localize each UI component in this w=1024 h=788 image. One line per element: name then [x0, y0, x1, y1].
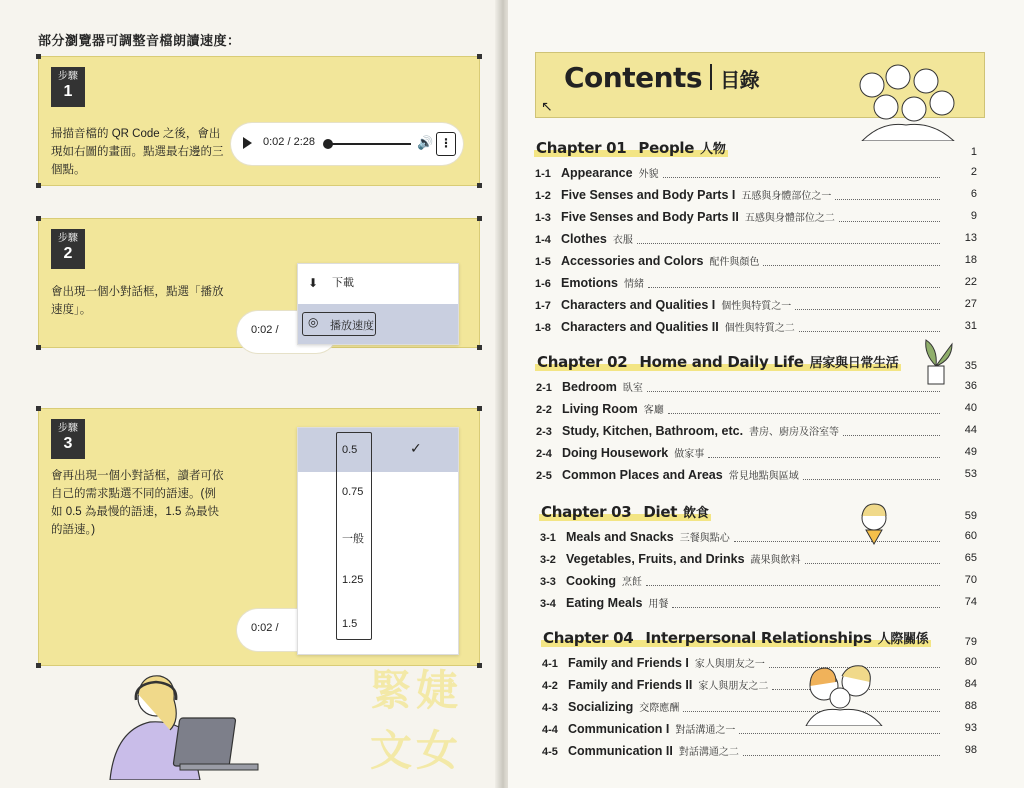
toc-entry[interactable]	[535, 165, 659, 180]
entry-page-number: 98	[964, 744, 977, 756]
progress-knob[interactable]	[323, 139, 333, 149]
entry-code: 3-2	[540, 554, 556, 566]
speed-option-normal[interactable]: 一般	[342, 533, 364, 545]
toc-entry[interactable]	[536, 445, 704, 460]
entry-title: Bedroom	[562, 380, 617, 394]
watermark: 緊婕文女	[370, 667, 463, 774]
entry-code: 1-4	[535, 234, 551, 246]
step-2-panel	[38, 218, 480, 348]
dot-leader	[743, 755, 940, 756]
dot-leader	[637, 243, 940, 244]
toc-entry[interactable]	[535, 275, 644, 290]
dot-leader	[647, 391, 940, 392]
speed-option-0-75[interactable]: 0.75	[342, 486, 364, 498]
entry-title-zh: 用餐	[648, 599, 669, 610]
entry-code: 3-4	[540, 598, 556, 610]
dot-leader	[672, 607, 940, 608]
entry-code: 4-3	[542, 702, 558, 714]
entry-title-zh: 個性與特質之一	[721, 301, 792, 312]
toc-entry[interactable]	[540, 529, 730, 544]
entry-title: Study, Kitchen, Bathroom, etc.	[562, 424, 744, 438]
intro-text: 部分瀏覽器可調整音檔朗讀速度：	[38, 33, 241, 48]
player-time: 0:02 /	[251, 622, 279, 634]
check-icon: ✓	[410, 440, 422, 456]
entry-title-zh: 外貌	[638, 169, 659, 180]
entry-page-number: 74	[964, 596, 977, 608]
toc-entry[interactable]	[535, 319, 795, 334]
toc-entry[interactable]	[536, 379, 643, 394]
entry-code: 2-4	[536, 448, 552, 460]
toc-entry[interactable]	[535, 187, 831, 202]
dot-leader	[835, 199, 940, 200]
entry-page-number: 53	[964, 468, 977, 480]
entry-title: Clothes	[561, 232, 607, 246]
entry-title-zh: 交際應酬	[639, 703, 680, 714]
dot-leader	[668, 413, 940, 414]
group-of-friends-illustration	[842, 55, 972, 141]
contents-title: Contents 目錄	[564, 61, 760, 94]
entry-title: Family and Friends I	[568, 656, 689, 670]
dot-leader	[763, 265, 940, 266]
toc-entry[interactable]	[540, 573, 642, 588]
toc-entry[interactable]	[542, 743, 739, 758]
entry-code: 4-5	[542, 746, 558, 758]
entry-title-zh: 情緒	[623, 279, 644, 290]
step-1-panel	[38, 56, 480, 186]
entry-title-zh: 家人與朋友之二	[698, 681, 769, 692]
entry-title: Characters and Qualities II	[561, 320, 719, 334]
entry-page-number: 18	[964, 254, 977, 266]
entry-page-number: 13	[964, 232, 977, 244]
entry-page-number: 84	[964, 678, 977, 690]
toc-entry[interactable]	[535, 231, 633, 246]
step-3-badge: 步驟 3	[51, 419, 85, 459]
entry-title-zh: 對話溝通之一	[675, 725, 736, 736]
speed-icon: ◎	[308, 315, 319, 329]
entry-title: Eating Meals	[566, 596, 643, 610]
entry-title-zh: 做家事	[674, 449, 705, 460]
chapter-page-number: 59	[964, 510, 977, 522]
entry-page-number: 80	[964, 656, 977, 668]
entry-title: Characters and Qualities I	[561, 298, 716, 312]
girl-laptop-illustration	[80, 660, 260, 780]
chapter-page-number: 35	[964, 360, 977, 372]
step-1-text: 掃描音檔的 QR Code 之後，會出現如右圖的畫面。點選最右邊的三個點。	[51, 128, 224, 176]
entry-title-zh: 烹飪	[622, 577, 642, 588]
dot-leader	[739, 733, 940, 734]
entry-title-zh: 常見地點與區域	[728, 471, 799, 482]
toc-entry[interactable]	[542, 655, 765, 670]
entry-code: 1-2	[535, 190, 551, 202]
dot-leader	[734, 541, 940, 542]
volume-icon[interactable]: 🔊	[417, 135, 434, 150]
dot-leader	[648, 287, 940, 288]
entry-code: 2-3	[536, 426, 552, 438]
download-icon: ⬇	[308, 276, 319, 290]
toc-entry[interactable]	[542, 721, 735, 736]
entry-page-number: 2	[970, 166, 977, 178]
dot-leader	[805, 563, 940, 564]
entry-code: 1-1	[535, 168, 551, 180]
entry-title: Accessories and Colors	[561, 254, 704, 268]
entry-title-zh: 家人與朋友之一	[694, 659, 765, 670]
entry-title-zh: 個性與特質之二	[724, 323, 795, 334]
toc-entry[interactable]	[535, 209, 835, 224]
entry-code: 1-5	[535, 256, 551, 268]
toc-entry[interactable]	[540, 551, 801, 566]
entry-title-zh: 衣服	[612, 235, 633, 246]
entry-page-number: 27	[964, 298, 977, 310]
entry-title-zh: 配件與顏色	[709, 257, 760, 268]
entry-title: Five Senses and Body Parts II	[561, 210, 739, 224]
entry-title: Communication II	[568, 744, 673, 758]
dot-leader	[803, 479, 940, 480]
chapter-heading: Chapter 04 Interpersonal Relationships 人際關係	[543, 629, 929, 647]
entry-page-number: 65	[964, 552, 977, 564]
entry-title: Communication I	[568, 722, 670, 736]
entry-title-zh: 客廳	[643, 405, 664, 416]
entry-code: 3-1	[540, 532, 556, 544]
entry-code: 1-3	[535, 212, 551, 224]
toc-entry[interactable]	[536, 467, 799, 482]
entry-title: Five Senses and Body Parts I	[561, 188, 736, 202]
entry-code: 4-1	[542, 658, 558, 670]
more-options-icon[interactable]: ⋮	[436, 132, 456, 156]
dot-leader	[663, 177, 940, 178]
toc-entry[interactable]	[542, 699, 679, 714]
dot-leader	[708, 457, 940, 458]
entry-title: Family and Friends II	[568, 678, 693, 692]
contents-header	[535, 52, 985, 118]
step-2-text: 會出現一個小對話框，點選「播放速度」。	[51, 286, 224, 316]
step-1-badge: 步驟 1	[51, 67, 85, 107]
entry-page-number: 70	[964, 574, 977, 586]
entry-title: Vegetables, Fruits, and Drinks	[566, 552, 745, 566]
entry-title: Common Places and Areas	[562, 468, 723, 482]
entry-title-zh: 蔬果與飲料	[750, 555, 801, 566]
toc-entry[interactable]	[542, 677, 768, 692]
entry-code: 4-4	[542, 724, 558, 736]
cursor-icon: ↖	[541, 98, 553, 114]
left-page	[0, 0, 500, 788]
entry-code: 3-3	[540, 576, 556, 588]
entry-code: 4-2	[542, 680, 558, 692]
chapter-heading: Chapter 03 Diet 飲食	[541, 503, 709, 521]
entry-page-number: 88	[964, 700, 977, 712]
chapter-heading: Chapter 01 People 人物	[536, 139, 726, 157]
entry-title-zh: 五感與身體部位之一	[741, 191, 832, 202]
chapter-page-number: 79	[964, 636, 977, 648]
entry-title: Socializing	[568, 700, 634, 714]
girl-eating-pizza-icon	[854, 500, 894, 548]
entry-title: Emotions	[561, 276, 618, 290]
step-3-text: 會再出現一個小對話框，讀者可依自己的需求點選不同的語速。(例如 0.5 為最慢的語速，1.5 為最快的語速。)	[51, 470, 224, 536]
entry-page-number: 60	[964, 530, 977, 542]
entry-page-number: 49	[964, 446, 977, 458]
entry-title-zh: 對話溝通之二	[678, 747, 739, 758]
dot-leader	[795, 309, 940, 310]
toc-entry[interactable]	[536, 423, 839, 438]
entry-title: Meals and Snacks	[566, 530, 674, 544]
entry-page-number: 36	[964, 380, 977, 392]
entry-title: Appearance	[561, 166, 633, 180]
play-icon[interactable]	[243, 137, 252, 149]
dot-leader	[646, 585, 940, 586]
entry-page-number: 31	[964, 320, 977, 332]
entry-page-number: 44	[964, 424, 977, 436]
player-time: 0:02 /	[251, 324, 279, 336]
toc-entry[interactable]	[535, 253, 759, 268]
plant-icon	[916, 334, 956, 388]
options-menu	[297, 263, 459, 345]
entry-title-zh: 臥室	[622, 383, 643, 394]
player-time: 0:02 / 2:28	[263, 136, 315, 148]
speed-option-1-5[interactable]: 1.5	[342, 618, 358, 630]
dot-leader	[843, 435, 940, 436]
entry-code: 1-7	[535, 300, 551, 312]
entry-title-zh: 書房、廚房及浴室等	[749, 427, 840, 438]
entry-code: 1-8	[535, 322, 551, 334]
entry-title: Doing Housework	[562, 446, 669, 460]
toc-entry[interactable]	[535, 297, 791, 312]
entry-page-number: 40	[964, 402, 977, 414]
entry-page-number: 22	[964, 276, 977, 288]
speed-menu	[297, 427, 459, 655]
entry-page-number: 6	[970, 188, 977, 200]
entry-code: 2-2	[536, 404, 552, 416]
speed-option-0-5[interactable]: 0.5	[342, 444, 358, 456]
entry-title-zh: 五感與身體部位之二	[744, 213, 835, 224]
entry-code: 2-5	[536, 470, 552, 482]
chapter-heading: Chapter 02 Home and Daily Life 居家與日常生活	[537, 353, 899, 371]
audio-player-1	[231, 123, 463, 165]
entry-title: Living Room	[562, 402, 638, 416]
progress-track[interactable]	[327, 143, 411, 145]
entry-code: 2-1	[536, 382, 552, 394]
entry-page-number: 9	[970, 210, 977, 222]
menu-item-playback-speed[interactable]: ◎ 播放速度	[298, 304, 458, 344]
family-kiss-illustration	[796, 656, 892, 726]
speed-option-1-25[interactable]: 1.25	[342, 574, 364, 586]
entry-title: Cooking	[566, 574, 616, 588]
entry-page-number: 93	[964, 722, 977, 734]
step-3-panel	[38, 408, 480, 666]
dot-leader	[799, 331, 940, 332]
entry-title-zh: 三餐與點心	[679, 533, 730, 544]
step-2-badge: 步驟 2	[51, 229, 85, 269]
toc-entry[interactable]	[540, 595, 668, 610]
chapter-page-number: 1	[970, 146, 977, 158]
dot-leader	[839, 221, 940, 222]
menu-item-download[interactable]: ⬇ 下載	[298, 264, 458, 302]
entry-code: 1-6	[535, 278, 551, 290]
toc-entry[interactable]	[536, 401, 664, 416]
